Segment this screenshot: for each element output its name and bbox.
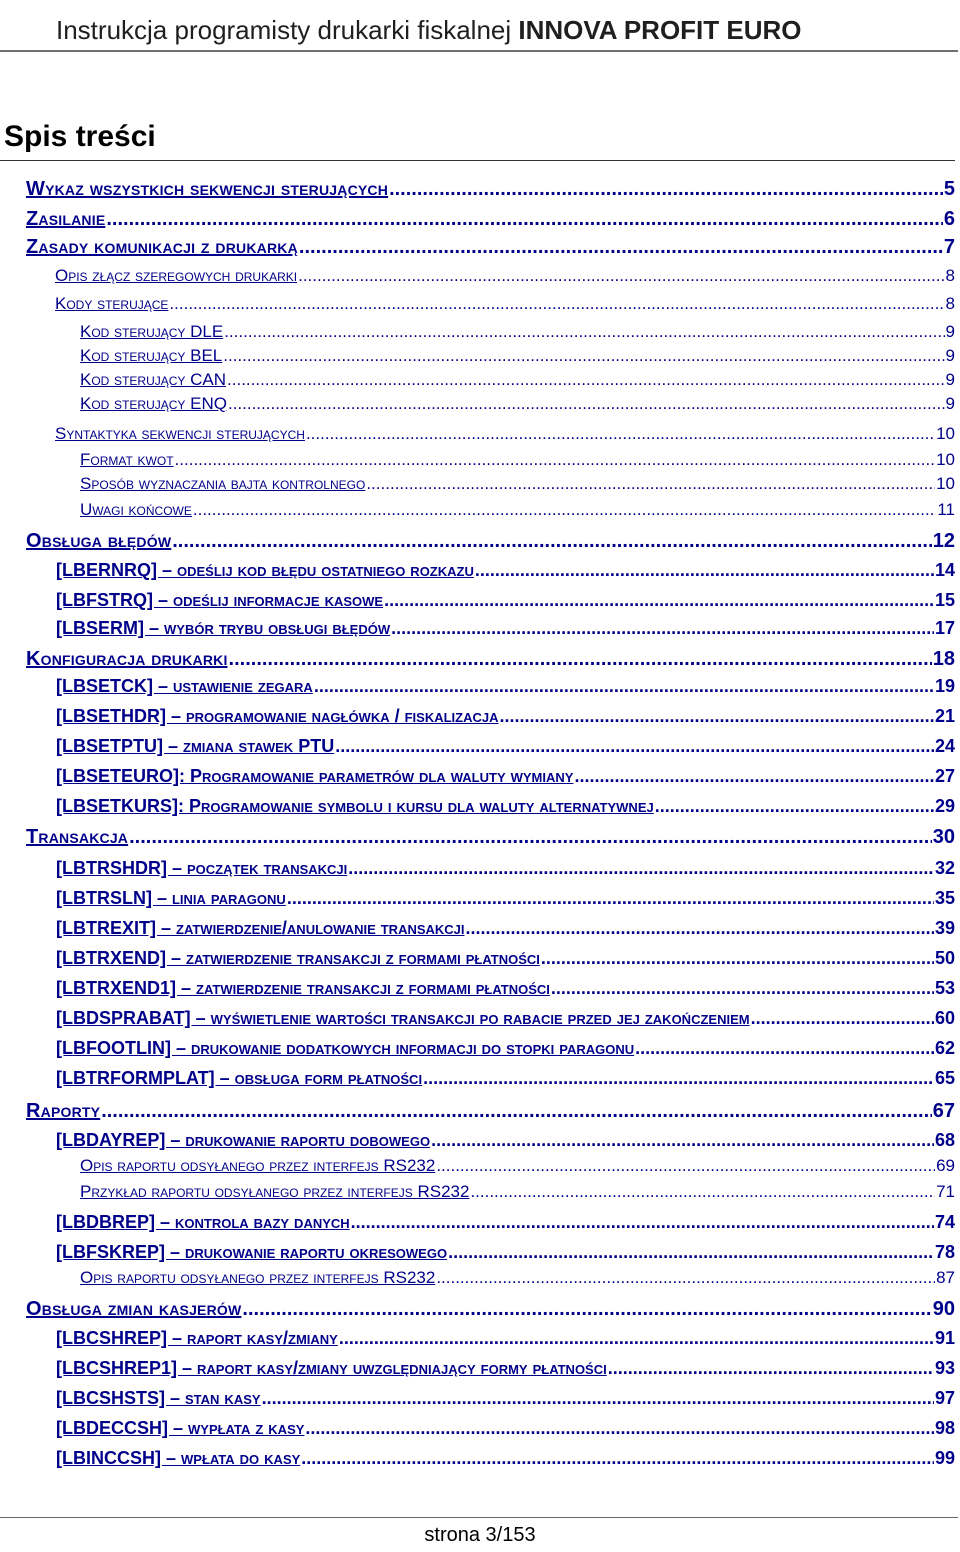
toc-entry-label: [LBTRXEND1] – zatwierdzenie transakcji z formami płatności xyxy=(56,978,550,998)
toc-entry-page: 69 xyxy=(936,1156,955,1175)
toc-entry[interactable] xyxy=(80,1182,955,1202)
dot-leader xyxy=(228,394,945,414)
toc-entry-label: Transakcja xyxy=(26,826,129,848)
toc-entry-label: [LBDECCSH] – wypłata z kasy xyxy=(56,1418,305,1438)
toc-entry-page: 8 xyxy=(945,294,955,313)
toc-entry-page: 65 xyxy=(934,1068,955,1088)
toc-entry[interactable] xyxy=(80,500,955,520)
toc-entry-page: 32 xyxy=(934,858,955,878)
toc-entry[interactable] xyxy=(56,796,955,817)
toc-entry-page: 10 xyxy=(936,424,955,443)
toc-entry-label: Kod sterujący DLE xyxy=(80,322,224,341)
toc-entry[interactable] xyxy=(56,1388,955,1409)
toc-entry-label: Sposób wyznaczania bajta kontrolnego xyxy=(80,474,366,493)
toc-entry-page: 12 xyxy=(932,530,955,552)
toc-entry-label: [LBSETHDR] – programowanie nagłówka / fiskalizacja xyxy=(56,706,499,726)
dot-leader xyxy=(348,858,934,879)
toc-entry-label: Wykaz wszystkich sekwencji sterujących xyxy=(26,178,389,200)
toc-entry-page: 35 xyxy=(934,888,955,908)
toc-entry-label: Format kwot xyxy=(80,450,174,469)
document-title xyxy=(56,15,802,46)
toc-entry-page: 9 xyxy=(945,322,955,341)
dot-leader xyxy=(500,706,934,727)
toc-entry-label: [LBCSHREP1] – raport kasy/zmiany uwzględniający formy płatności xyxy=(56,1358,607,1378)
dot-leader xyxy=(287,888,934,909)
dot-leader xyxy=(436,1156,935,1176)
dot-leader xyxy=(366,474,935,494)
toc-entry[interactable] xyxy=(56,736,955,757)
toc-entry-page: 39 xyxy=(934,918,955,938)
toc-entry[interactable] xyxy=(26,648,955,671)
toc-entry[interactable] xyxy=(80,474,955,494)
toc-entry-page: 9 xyxy=(945,370,955,389)
toc-entry-label: [LBFOOTLIN] – drukowanie dodatkowych informacji do stopki paragonu xyxy=(56,1038,635,1058)
header-divider xyxy=(0,50,958,52)
toc-entry-label: [LBINCCSH] – wpłata do kasy xyxy=(56,1448,301,1468)
toc-entry-label: Zasilanie xyxy=(26,208,106,230)
dot-leader xyxy=(229,648,932,671)
dot-leader xyxy=(262,1388,934,1409)
toc-entry[interactable] xyxy=(80,450,955,470)
toc-entry-page: 17 xyxy=(934,618,955,638)
toc-entry-page: 10 xyxy=(936,450,955,469)
toc-entry[interactable] xyxy=(56,766,955,787)
dot-leader xyxy=(227,370,945,390)
toc-entry-page: 11 xyxy=(937,500,955,519)
toc-entry-label: [LBTRFORMPLAT] – obsługa form płatności xyxy=(56,1068,423,1088)
toc-entry-label: Syntaktyka sekwencji sterujących xyxy=(55,424,305,443)
toc-entry-label: [LBSETKURS]: Programowanie symbolu i kursu dla waluty alternatywnej xyxy=(56,796,654,816)
toc-heading-divider xyxy=(0,160,955,161)
toc-entry[interactable] xyxy=(80,394,955,414)
toc-entry-page: 14 xyxy=(934,560,955,580)
toc-entry-label: Opis raportu odsyłanego przez interfejs RS232 xyxy=(80,1268,436,1287)
toc-entry[interactable] xyxy=(55,294,955,314)
toc-entry-label: Kody sterujące xyxy=(55,294,169,313)
toc-entry[interactable] xyxy=(56,1448,955,1469)
dot-leader xyxy=(448,1242,934,1263)
toc-entry[interactable] xyxy=(80,1156,955,1176)
toc-entry[interactable] xyxy=(56,618,955,639)
toc-entry-label: [LBFSKREP] – drukowanie raportu okresowego xyxy=(56,1242,448,1262)
toc-entry-page: 91 xyxy=(934,1328,955,1348)
dot-leader xyxy=(306,424,935,444)
dot-leader xyxy=(423,1068,934,1089)
dot-leader xyxy=(436,1268,935,1288)
toc-entry[interactable] xyxy=(26,1100,955,1123)
toc-entry-page: 30 xyxy=(932,826,955,848)
dot-leader xyxy=(389,178,943,201)
dot-leader xyxy=(223,346,944,366)
toc-entry-label: Raporty xyxy=(26,1100,101,1122)
toc-entry[interactable] xyxy=(80,370,955,390)
toc-entry[interactable] xyxy=(26,208,955,231)
toc-entry[interactable] xyxy=(56,858,955,879)
dot-leader xyxy=(470,1182,935,1202)
toc-entry-label: Przykład raportu odsyłanego przez interfejs RS232 xyxy=(80,1182,470,1201)
toc-entry-page: 67 xyxy=(932,1100,955,1122)
dot-leader xyxy=(574,766,934,787)
dot-leader xyxy=(551,978,934,999)
toc-entry-label: [LBDSPRABAT] – wyświetlenie wartości transakcji po rabacie przed jej zakończeniem xyxy=(56,1008,750,1028)
dot-leader xyxy=(242,1298,931,1321)
toc-entry-page: 53 xyxy=(934,978,955,998)
toc-entry-page: 93 xyxy=(934,1358,955,1378)
toc-entry[interactable] xyxy=(80,322,955,342)
toc-entry[interactable] xyxy=(26,1298,955,1321)
toc-entry[interactable] xyxy=(56,706,955,727)
dot-leader xyxy=(475,560,934,581)
page-header xyxy=(0,0,960,56)
toc-entry-page: 8 xyxy=(945,266,955,285)
dot-leader xyxy=(169,294,944,314)
dot-leader xyxy=(339,1328,934,1349)
toc-entry[interactable] xyxy=(55,266,955,286)
toc-entry-label: Konfiguracja drukarki xyxy=(26,648,228,670)
dot-leader xyxy=(335,736,934,757)
toc-entry-label: [LBCSHSTS] – stan kasy xyxy=(56,1388,261,1408)
toc-entry-label: Obsługa zmian kasjerów xyxy=(26,1298,242,1320)
dot-leader xyxy=(314,676,934,697)
toc-entry-label: Kod sterujący CAN xyxy=(80,370,227,389)
dot-leader xyxy=(193,500,936,520)
toc-entry-label: [LBSETCK] – ustawienie zegara xyxy=(56,676,313,696)
dot-leader xyxy=(384,590,934,611)
toc-entry[interactable] xyxy=(26,178,955,201)
toc-entry-label: Kod sterujący BEL xyxy=(80,346,223,365)
dot-leader xyxy=(299,236,943,259)
dot-leader xyxy=(541,948,934,969)
toc-entry[interactable] xyxy=(55,424,955,444)
toc-heading: Spis treści xyxy=(4,120,156,153)
toc-entry-page: 29 xyxy=(934,796,955,816)
toc-entry[interactable] xyxy=(56,1242,955,1263)
footer-divider xyxy=(0,1517,958,1518)
toc-entry-label: Obsługa błędów xyxy=(26,530,172,552)
toc-entry[interactable] xyxy=(26,236,955,259)
dot-leader xyxy=(301,1448,934,1469)
toc-entry[interactable] xyxy=(56,1008,955,1029)
toc-entry-page: 78 xyxy=(934,1242,955,1262)
toc-entry-label: [LBTRSHDR] – początek transakcji xyxy=(56,858,348,878)
dot-leader xyxy=(172,530,932,553)
toc-entry[interactable] xyxy=(56,1358,955,1379)
toc-entry-label: Opis złącz szeregowych drukarki xyxy=(55,266,298,285)
dot-leader xyxy=(305,1418,934,1439)
toc-entry-label: [LBTREXIT] – zatwierdzenie/anulowanie transakcji xyxy=(56,918,465,938)
dot-leader xyxy=(608,1358,934,1379)
toc-entry[interactable] xyxy=(56,1418,955,1439)
toc-entry-label: Zasady komunikacji z drukarką xyxy=(26,236,298,258)
toc-entry-page: 9 xyxy=(945,346,955,365)
toc-entry-page: 98 xyxy=(934,1418,955,1438)
toc-entry-label: [LBSERM] – wybór trybu obsługi błędów xyxy=(56,618,391,638)
dot-leader xyxy=(635,1038,934,1059)
toc-entry[interactable] xyxy=(56,978,955,999)
toc-entry-label: [LBSETPTU] – zmiana stawek PTU xyxy=(56,736,335,756)
toc-entry[interactable] xyxy=(56,1068,955,1089)
dot-leader xyxy=(431,1130,934,1151)
toc-entry-page: 74 xyxy=(934,1212,955,1232)
toc-entry-label: [LBSETEURO]: Programowanie parametrów dla waluty wymiany xyxy=(56,766,574,786)
toc-entry[interactable] xyxy=(56,1328,955,1349)
toc-entry-page: 71 xyxy=(936,1182,955,1201)
toc-entry[interactable] xyxy=(56,918,955,939)
dot-leader xyxy=(751,1008,934,1029)
toc-entry-label: [LBDBREP] – kontrola bazy danych xyxy=(56,1212,350,1232)
dot-leader xyxy=(106,208,943,231)
toc-entry-label: [LBCSHREP] – raport kasy/zmiany xyxy=(56,1328,338,1348)
toc-entry[interactable] xyxy=(26,826,955,849)
toc-entry[interactable] xyxy=(56,1130,955,1151)
toc-entry-page: 99 xyxy=(934,1448,955,1468)
toc-entry[interactable] xyxy=(56,948,955,969)
toc-entry[interactable] xyxy=(56,1212,955,1233)
toc-entry[interactable] xyxy=(56,560,955,581)
dot-leader xyxy=(298,266,944,286)
toc-entry-page: 87 xyxy=(936,1268,955,1287)
toc-entry-page: 97 xyxy=(934,1388,955,1408)
product-name: INNOVA PROFIT EURO xyxy=(518,15,802,45)
toc-entry-page: 27 xyxy=(934,766,955,786)
toc-entry-label: Kod sterujący ENQ xyxy=(80,394,227,413)
page-number: strona 3/153 xyxy=(424,1524,536,1546)
toc-entry[interactable] xyxy=(56,676,955,697)
dot-leader xyxy=(466,918,934,939)
dot-leader xyxy=(224,322,944,342)
toc-entry-page: 15 xyxy=(934,590,955,610)
toc-entry-page: 9 xyxy=(945,394,955,413)
toc-entry-page: 24 xyxy=(934,736,955,756)
document-title-prefix: Instrukcja programisty drukarki fiskalnej xyxy=(56,15,519,45)
toc-entry-page: 5 xyxy=(943,178,955,200)
toc-entry-page: 10 xyxy=(936,474,955,493)
dot-leader xyxy=(101,1100,932,1123)
toc-entry[interactable] xyxy=(56,1038,955,1059)
dot-leader xyxy=(655,796,934,817)
toc-entry-label: [LBTRXEND] – zatwierdzenie transakcji z formami płatności xyxy=(56,948,540,968)
toc-entry-page: 6 xyxy=(943,208,955,230)
toc-entry-label: Opis raportu odsyłanego przez interfejs RS232 xyxy=(80,1156,436,1175)
toc-entry-page: 60 xyxy=(934,1008,955,1028)
toc-entry-label: [LBTRSLN] – linia paragonu xyxy=(56,888,286,908)
toc-entry-page: 21 xyxy=(934,706,955,726)
toc-entry-page: 50 xyxy=(934,948,955,968)
toc-entry[interactable] xyxy=(26,530,955,553)
toc-entry-page: 7 xyxy=(943,236,955,258)
toc-entry[interactable] xyxy=(80,1268,955,1288)
toc-entry-page: 19 xyxy=(934,676,955,696)
dot-leader xyxy=(175,450,936,470)
toc-entry-page: 62 xyxy=(934,1038,955,1058)
toc-entry-page: 68 xyxy=(934,1130,955,1150)
toc-entry-label: [LBFSTRQ] – odeślij informacje kasowe xyxy=(56,590,384,610)
toc-entry-label: [LBDAYREP] – drukowanie raportu dobowego xyxy=(56,1130,431,1150)
toc-entry-label: [LBERNRQ] – odeślij kod błędu ostatniego rozkazu xyxy=(56,560,474,580)
toc-entry[interactable] xyxy=(56,888,955,909)
dot-leader xyxy=(391,618,934,639)
toc-entry[interactable] xyxy=(80,346,955,366)
dot-leader xyxy=(129,826,932,849)
toc-entry-label: Uwagi końcowe xyxy=(80,500,192,519)
toc-entry-page: 18 xyxy=(932,648,955,670)
dot-leader xyxy=(351,1212,934,1233)
toc-entry-page: 90 xyxy=(932,1298,955,1320)
toc-entry[interactable] xyxy=(56,590,955,611)
